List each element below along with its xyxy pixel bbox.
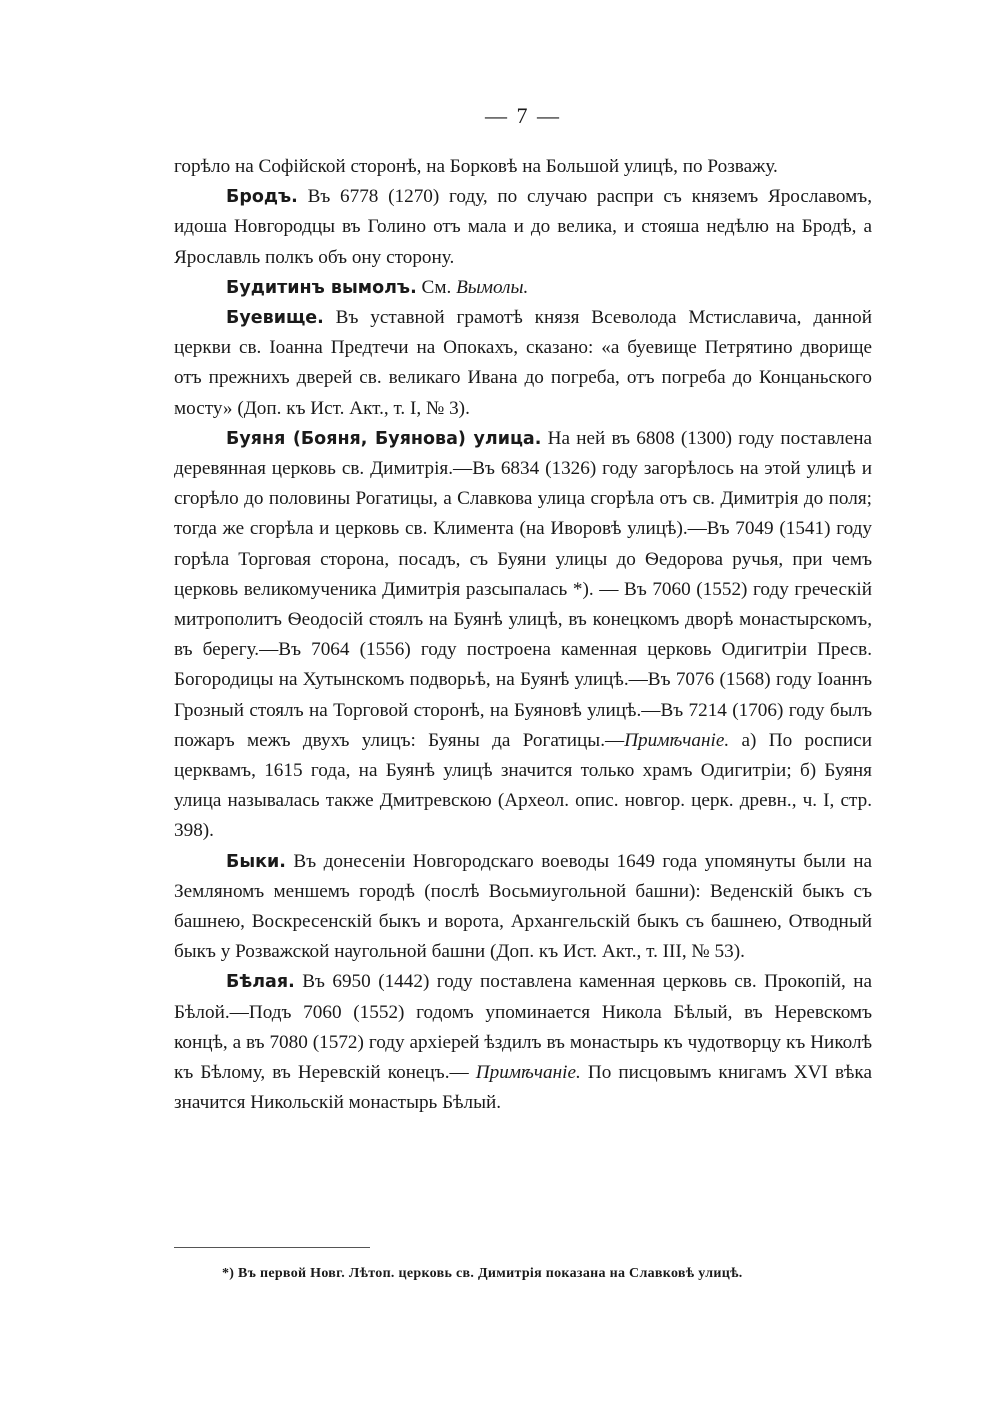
entry-term: Бродъ.: [226, 187, 298, 208]
entry-belaya: [174, 967, 872, 1118]
paragraph-continuation: [174, 152, 872, 182]
footnote-divider: [174, 1247, 370, 1248]
entry-term: Бѣлая.: [226, 972, 295, 993]
footnote: *) Въ первой Новг. Лѣтоп. церковь св. Димитрія показана на Славковѣ улицѣ.: [222, 1266, 743, 1281]
entry-text: Въ 6950 (1442) году поставлена каменная церковь св. Прокопій, на Бѣлой.—Подъ 7060 (1552) годомъ упоминается Никола Бѣлый, въ Неревскомъ концѣ, а въ 7080 (1572) году архіерей ѣздилъ въ монастырь къ чудотворцу къ Николѣ къ Бѣлому, въ Неревскій конецъ.—: [174, 971, 872, 1084]
entry-text: Въ 6778 (1270) году, по случаю распри съ княземъ Ярославомъ, идоша Новгородцы въ Голино отъ мала и до велика, и стояша недѣлю на Бродѣ, а Ярославль полкъ объ ону сторону.: [174, 186, 872, 268]
cross-reference: Вымолы.: [456, 276, 529, 298]
entry-text: Въ донесеніи Новгородскаго воеводы 1649 года упомянуты были на Земляномъ меншемъ городѣ (послѣ Восьмиугольной башни): Веденскій быкъ съ башнею, Воскресенскій быкъ и ворота, Архангельскій быкъ съ башнею, Отводный быкъ у Розважской наугольной башни (Доп. къ Ист. Акт., т. III, № 53).: [174, 850, 872, 963]
entry-text-continued: По писцовымъ книгамъ XVI вѣка значится Никольскій монастырь Бѣлый.: [174, 1062, 872, 1114]
entry-buevishche: [174, 303, 872, 424]
entry-byki: [174, 847, 872, 968]
book-page: [174, 0, 872, 1418]
entry-buditin-vymol: [174, 273, 872, 303]
entry-brod: [174, 182, 872, 273]
entry-text: Въ уставной грамотѣ князя Всеволода Мстиславича, данной церкви св. Іоанна Предтечи на Опокахъ, сказано: «а буевище Петрятино дворище отъ прежнихъ дверей св. великаго Ивана до погреба, отъ погреба до Концаньского мосту» (Доп. къ Ист. Акт., т. I, № 3).: [174, 307, 872, 419]
entry-text-continued: а) По росписи церквамъ, 1615 года, на Буянѣ улицѣ значится только храмъ Одигитріи; б) Буяня улица называлась также Дмитревскою (Археол. опис. новгор. церк. древн., ч. I, стр. 398).: [174, 729, 872, 842]
entry-term: Буевище.: [226, 308, 324, 329]
body-text: [174, 152, 872, 1119]
entry-term: Буяня (Бояня, Буянова) улица.: [226, 428, 542, 449]
entry-term: Быки.: [226, 851, 286, 872]
page-number: — 7 —: [485, 103, 561, 128]
entry-text: См.: [416, 276, 457, 298]
note-label: Примѣчаніе.: [624, 729, 730, 751]
note-label: Примѣчаніе.: [475, 1062, 581, 1084]
entry-buyanya-ulitsa: [174, 424, 872, 847]
paragraph-text: горѣло на Софійской сторонѣ, на Борковѣ на Большой улицѣ, по Розважу.: [174, 156, 778, 177]
entry-term: Будитинъ вымолъ.: [226, 277, 417, 298]
entry-text: На ней въ 6808 (1300) году поставлена деревянная церковь св. Димитрія.—Въ 6834 (1326) году загорѣлось на этой улицѣ и сгорѣло до половины Рогатицы, а Славкова улица сгорѣла отъ св. Димитрія до поля; тогда же сгорѣла и церковь св. Климента (на Иворовѣ улицѣ).—Въ 7049 (1541) году горѣла Торговая сторона, посадъ, съ Буяни улицы до Ѳедорова ручья, при чемъ церковь великомученика Димитрія разсыпалась *). — Въ 7060 (1552) году греческій митрополитъ Ѳеодосій стоялъ на Буянѣ улицѣ, въ конецкомъ дворѣ монастырскомъ, въ берегу.—Въ 7064 (1556) году построена каменная церковь Одигитріи Пресв. Богородицы на Хутынскомъ подворьѣ, на Буянѣ улицѣ.—Въ 7076 (1568) году Іоаннъ Грозный стоялъ на Торговой сторонѣ, на Буяновѣ улицѣ.—Въ 7214 (1706) году былъ пожаръ межъ двухъ улицъ: Буяны да Рогатицы.—: [174, 427, 872, 751]
